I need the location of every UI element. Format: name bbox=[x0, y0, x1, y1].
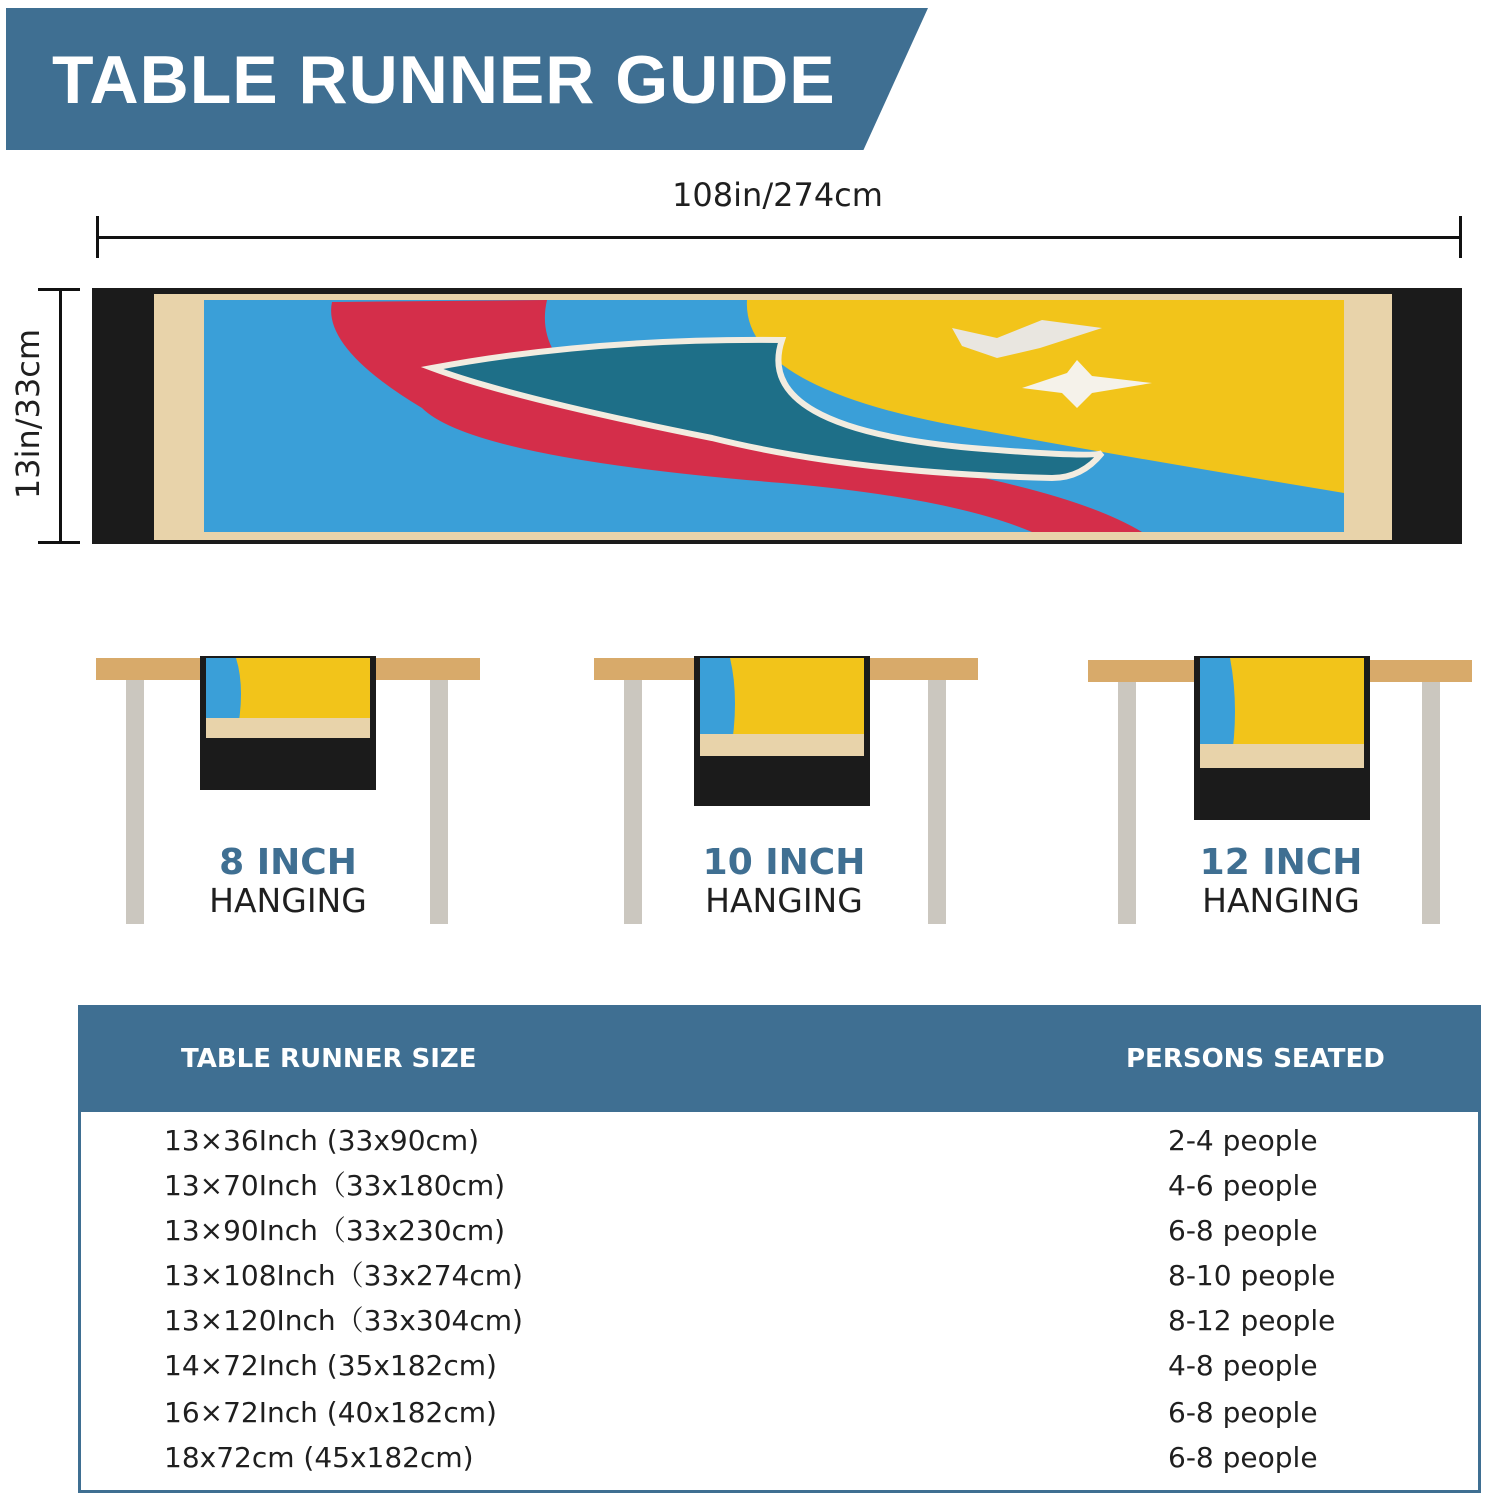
table-row bbox=[81, 1166, 1478, 1206]
hanging-8-label: HANGING bbox=[209, 881, 367, 920]
width-measure-tick-top bbox=[38, 288, 80, 291]
size-cell: 16×72Inch (40x182cm) bbox=[164, 1396, 497, 1429]
header-persons-seated: PERSONS SEATED bbox=[1126, 1044, 1385, 1074]
size-cell: 13×70Inch（33x180cm) bbox=[164, 1169, 506, 1202]
size-cell: 13×120Inch（33x304cm) bbox=[164, 1304, 523, 1337]
size-cell: 18x72cm (45x182cm) bbox=[164, 1441, 474, 1474]
table-row bbox=[81, 1256, 1478, 1296]
persons-cell: 2-4 people bbox=[1168, 1124, 1318, 1157]
table-row bbox=[81, 1121, 1478, 1161]
persons-cell: 6-8 people bbox=[1168, 1396, 1318, 1429]
persons-cell: 8-10 people bbox=[1168, 1259, 1336, 1292]
size-cell: 13×90Inch（33x230cm) bbox=[164, 1214, 506, 1247]
length-measure-tick-right bbox=[1459, 216, 1462, 258]
size-cell: 14×72Inch (35x182cm) bbox=[164, 1349, 497, 1382]
size-cell: 13×108Inch（33x274cm) bbox=[164, 1259, 523, 1292]
page-title: TABLE RUNNER GUIDE bbox=[52, 42, 836, 118]
size-cell: 13×36Inch (33x90cm) bbox=[164, 1124, 480, 1157]
hanging-10-value: 10 INCH bbox=[702, 842, 866, 883]
persons-cell: 4-6 people bbox=[1168, 1169, 1318, 1202]
length-label: 108in/274cm bbox=[672, 176, 883, 214]
table-row bbox=[81, 1393, 1478, 1433]
hanging-8-value: 8 INCH bbox=[219, 842, 357, 883]
length-measure-line bbox=[97, 236, 1461, 239]
length-measure-tick-left bbox=[96, 216, 99, 258]
table-row bbox=[81, 1438, 1478, 1478]
persons-cell: 6-8 people bbox=[1168, 1214, 1318, 1247]
table-row bbox=[81, 1346, 1478, 1386]
persons-cell: 6-8 people bbox=[1168, 1441, 1318, 1474]
table-row bbox=[81, 1301, 1478, 1341]
hanging-12-label: HANGING bbox=[1202, 881, 1360, 920]
size-table bbox=[78, 1005, 1481, 1493]
hanging-12-value: 12 INCH bbox=[1199, 842, 1363, 883]
width-measure-tick-bottom bbox=[38, 541, 80, 544]
persons-cell: 4-8 people bbox=[1168, 1349, 1318, 1382]
persons-cell: 8-12 people bbox=[1168, 1304, 1336, 1337]
width-measure-line bbox=[59, 288, 62, 544]
flag-runner-image bbox=[92, 288, 1462, 544]
table-row bbox=[81, 1211, 1478, 1251]
width-label: 13in/33cm bbox=[9, 328, 47, 500]
hanging-10-label: HANGING bbox=[705, 881, 863, 920]
size-table-header bbox=[81, 1008, 1478, 1112]
header-runner-size: TABLE RUNNER SIZE bbox=[181, 1044, 477, 1074]
